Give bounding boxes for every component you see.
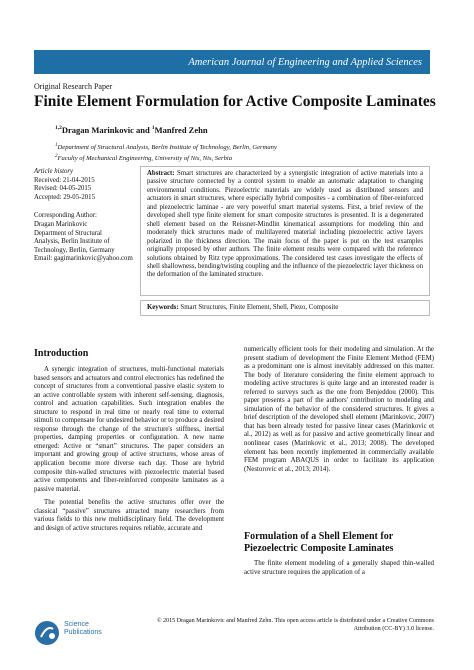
article-info-sidebar — [34, 168, 134, 264]
paragraph: numerically efficient tools for their modeling and simulation. At the present stadium of development the Finite Element Method (FEM) as a predominant one is almost inevitably addressed on this matter. The body of literature considering the finite element approach to modeling active structures is quite large and an interested reader is referred to surveys such as the one from Benjeddou (2000). This paper presents a part of the authors' contribution to modeling and simulation of the behavior of the considered structures. It gives a brief description of the developed shell element (Marinkovic, 2007) that has been already tested for passive linear cases (Marinkovic et al., 2012) as well as for passive and active geometrically linear and nonlinear cases (Marinkovic et al., 2013; 2008). The developed element has been recently implemented in commercially available FEM program ABAQUS in order to facilitate its application (Nestorovic et al., 2013; 2014). — [244, 346, 434, 473]
received-date: Received: 21-04-2015 — [34, 176, 95, 184]
abstract-box — [140, 166, 430, 296]
right-column-body — [244, 346, 434, 479]
author-separator: and — [133, 125, 152, 135]
article-type: Original Research Paper — [34, 82, 113, 91]
publisher-name — [64, 621, 102, 637]
author-list — [55, 125, 208, 135]
affiliations — [55, 141, 277, 163]
affiliation-2-mark: 2 — [55, 154, 58, 160]
introduction-heading: Introduction — [34, 348, 89, 359]
corresponding-line: Department of Structural — [34, 229, 102, 237]
journal-name: American Journal of Engineering and Applied Sciences — [188, 56, 422, 68]
paragraph: A synergic integration of structures, multi-functional materials based sensors and actuators and control electronics has redefined the concept of structures from a conventional passive elastic system to an active controllable system with inherent self-sensing, diagnosis, control and actuation capabilities. Such integration enables the structure to respond in real time or nearly real time to external stimuli to compensate for undesired behavior or to produce a desired response through the change of the structure's stiffness, inertial properties, damping properties or configuration. A new name emerged: Active or “smart” structures. The paper considers an important and growing group of active structures, whose areas of application become more diverse each day. Those are hybrid composite thin-walled structures with piezoelectric material based active components and fiber-reinforced composite laminates as a passive material. — [34, 366, 224, 493]
introduction-body — [34, 366, 224, 538]
affiliation-1 — [55, 141, 277, 152]
keywords-text: Smart Structures, Finite Element, Shell, Piezo, Composite — [178, 304, 339, 311]
history-heading: Article history — [34, 168, 74, 175]
corresponding-line: Analysis, Berlin Institute of — [34, 238, 110, 246]
publisher-line-1: Science — [64, 621, 89, 628]
affiliation-2-text: Faculty of Mechanical Engineering, University of Nis, Nis, Serbia — [57, 155, 233, 163]
paper-title: Finite Element Formulation for Active Composite Laminates — [34, 93, 436, 110]
affiliation-1-mark: 1 — [55, 143, 58, 148]
keywords-box — [140, 300, 430, 316]
science-publications-logo-icon — [34, 620, 60, 646]
keywords-label: Keywords: — [147, 304, 179, 311]
section-body — [244, 560, 434, 582]
abstract-label: Abstract: — [147, 170, 175, 177]
copyright-notice: © 2015 Dragan Marinkovic and Manfred Zehn. This open access article is distributed under a Creative Commons Attribution (CC-BY) 3.0 license. — [156, 618, 434, 632]
revised-date: Revised: 04-05-2015 — [34, 185, 92, 193]
affiliation-1-text: Department of Structural Analysis, Berlin Institute of Technology, Berlin, Germany — [57, 144, 277, 152]
author-1: Dragan Marinkovic — [61, 125, 134, 135]
author-2-affil-mark: 1 — [151, 125, 155, 132]
author-1-affil-mark: 1,2 — [55, 125, 62, 132]
section-heading: Formulation of a Shell Element for Piezoelectric Composite Laminates — [244, 531, 394, 554]
abstract-text: Smart structures are characterized by a synergistic integration of active materials into a passive structure connected by a control system to enable an automatic adaptation to changing environmental conditions. Piezoelectric materials are widely used as distributed sensors and actuators in smart structures, where especially hybrid composites - a combination of fiber-reinforced and piezoelectric laminae - are very powerful smart material systems. First, a brief review of the developed shell type finite element for smart composite structures is presented. It is a degenerated shell element based on the Reissner-Mindlin kinematical assumptions for modeling thin and moderately thick structures made of multilayered material including piezoelectric active layers polarized in the thickness direction. The main focus of the paper is put on the test examples originally proposed by other authors. The finite element results were compared with the reference solutions obtained by Ritz type approximations. The considered test cases investigate the effects of shell shallowness, bending/twisting coupling and the influence of the piezoelectric layer thickness on the deformation of the laminated structure. — [147, 170, 423, 279]
journal-banner — [34, 50, 430, 74]
corresponding-line: Technology, Berlin, Germany — [34, 246, 115, 254]
page-footer — [34, 618, 434, 658]
paragraph: The potential benefits the active structures offer over the classical “passive” structures attracted many researchers from various fields to this new multidisciplinary field. The development and design of active structures requires reliable, accurate and — [34, 499, 224, 532]
affiliation-2 — [55, 152, 277, 163]
publisher-line-2: Publications — [64, 629, 102, 636]
corresponding-heading: Corresponding Author: — [34, 212, 97, 220]
author-2: Manfred Zehn — [154, 125, 208, 135]
corresponding-email[interactable]: Email: gagimarinkovic@yahoo.com — [34, 255, 133, 263]
accepted-date: Accepted: 29-05-2015 — [34, 193, 95, 201]
corresponding-line: Dragan Marinkovic — [34, 220, 88, 228]
paragraph: The finite element modeling of a generally shaped thin-walled active structure requires the application of a — [244, 560, 434, 576]
